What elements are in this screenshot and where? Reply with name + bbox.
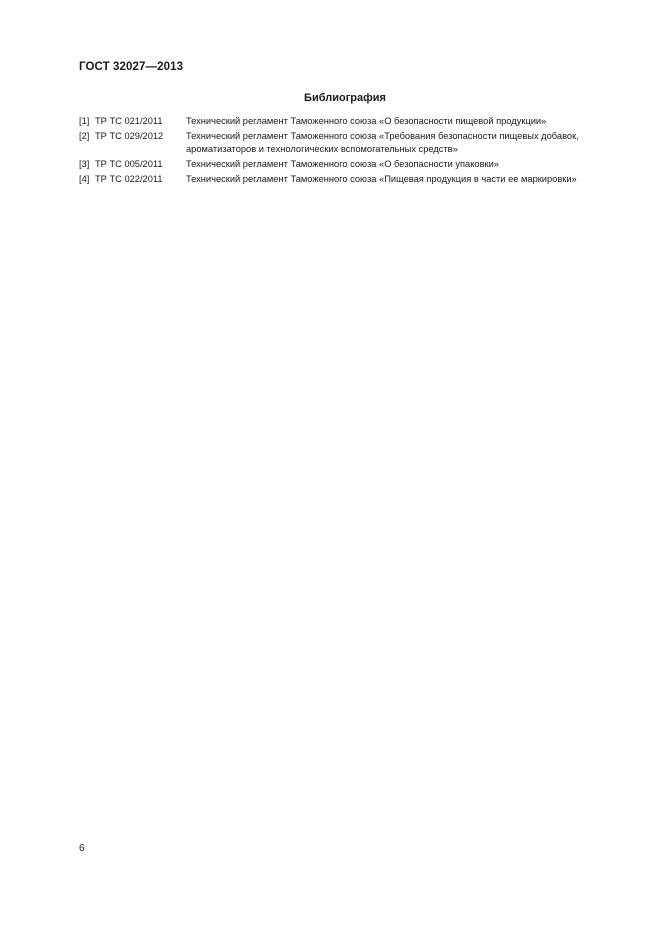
- regulation-title: Технический регламент Таможенного союза «О безопасности упаковки»: [186, 159, 499, 169]
- bibliography-entry: [79, 115, 624, 128]
- page-number: 6: [79, 843, 85, 854]
- bibliography-entry: [79, 158, 624, 171]
- regulation-title: Технический регламент Таможенного союза «Пищевая продукция в части ее маркировки»: [186, 174, 577, 184]
- regulation-title: Технический регламент Таможенного союза «О безопасности пищевой продукции»: [186, 116, 547, 126]
- bibliography-list: [79, 115, 624, 188]
- entry-number: [4]: [79, 174, 90, 184]
- document-header: ГОСТ 32027—2013: [79, 61, 184, 73]
- regulation-code: ТР ТС 005/2011: [95, 159, 163, 169]
- regulation-code: ТР ТС 022/2011: [95, 174, 163, 184]
- bibliography-entry: [79, 130, 624, 156]
- regulation-code: ТР ТС 021/2011: [95, 116, 163, 126]
- regulation-title: Технический регламент Таможенного союза «Требования безопасности пищевых добавок, ароматизаторов и технологических вспомогательных средств»: [186, 131, 579, 154]
- section-title: Библиография: [304, 92, 386, 104]
- entry-number: [3]: [79, 159, 90, 169]
- entry-number: [1]: [79, 116, 90, 126]
- entry-number: [2]: [79, 131, 90, 141]
- regulation-code: ТР ТС 029/2012: [95, 131, 164, 141]
- bibliography-entry: [79, 173, 624, 186]
